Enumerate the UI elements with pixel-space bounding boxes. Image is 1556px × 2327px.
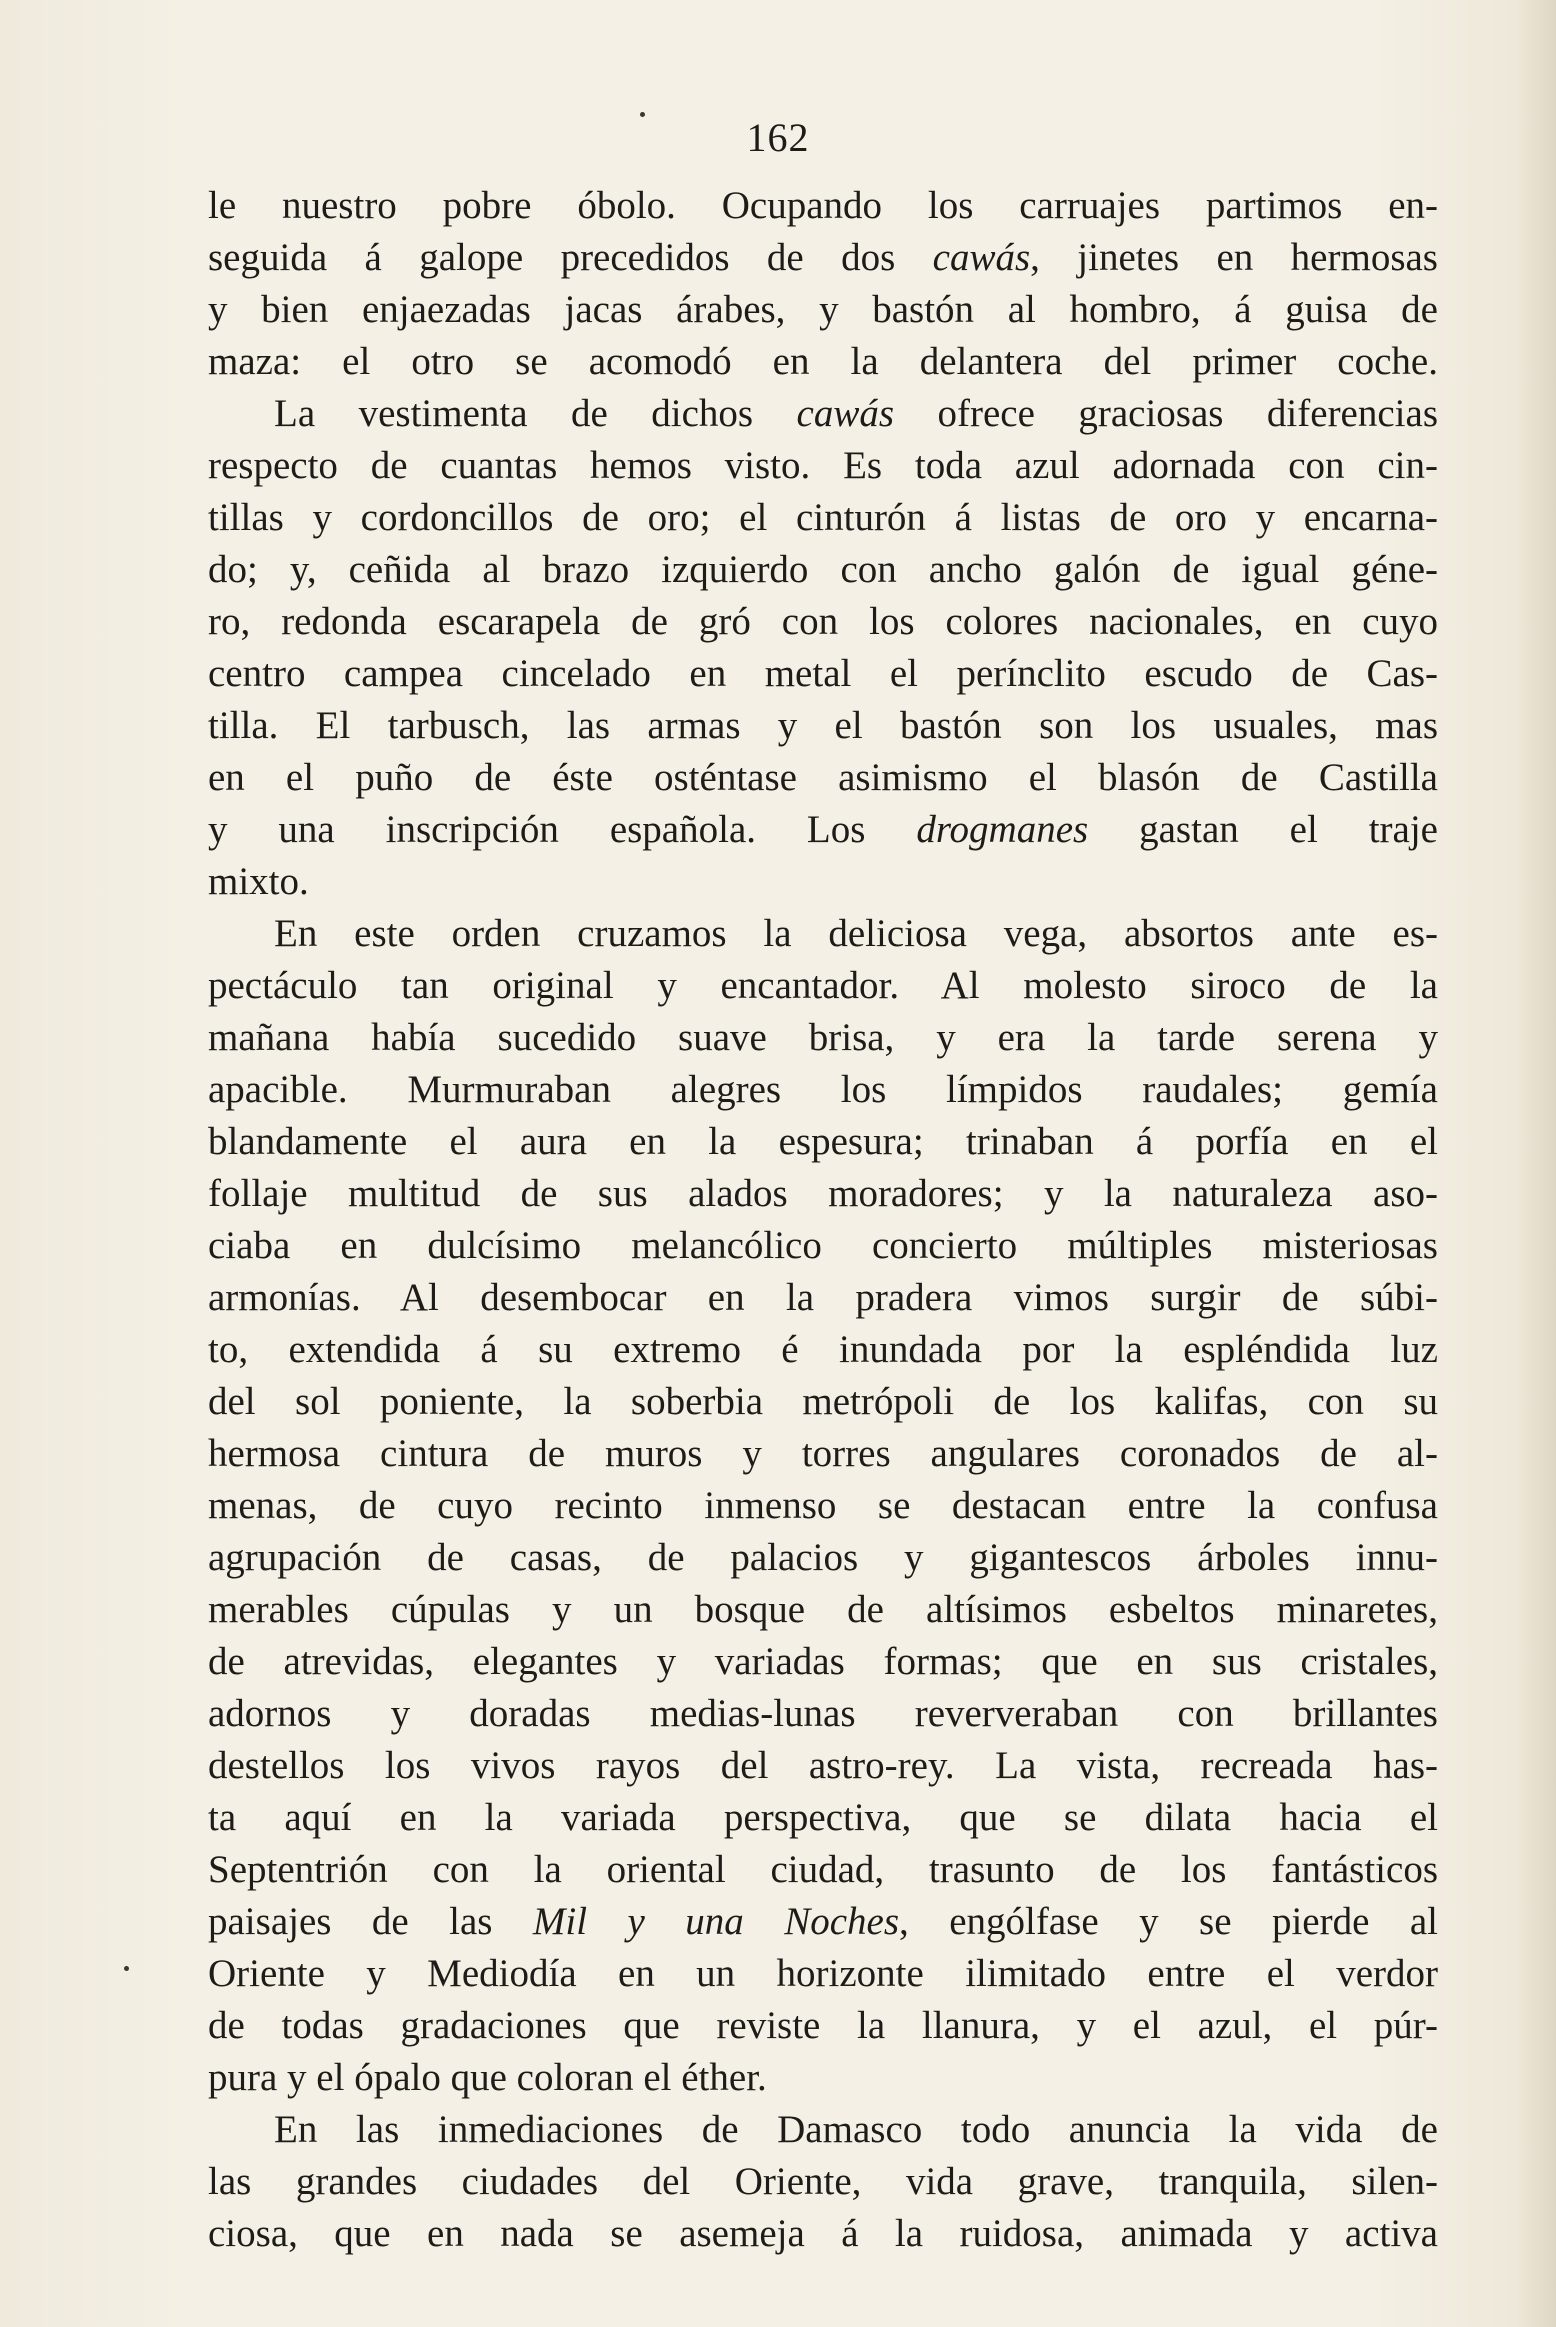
page-number: 162 — [746, 115, 810, 160]
text-line: seguida á galope precedidos de dos cawás, jinetes en hermosas — [208, 236, 1438, 279]
text-line: blandamente el aura en la espesura; trinaban á porfía en el — [208, 1120, 1438, 1163]
text-line: hermosa cintura de muros y torres angulares coronados de al- — [208, 1432, 1438, 1475]
text-line: respecto de cuantas hemos visto. Es toda azul adornada con cin- — [208, 444, 1438, 487]
text-line: paisajes de las Mil y una Noches, engólfase y se pierde al — [208, 1900, 1438, 1943]
text-line: del sol poniente, la soberbia metrópoli de los kalifas, con su — [208, 1380, 1438, 1423]
text-line: le nuestro pobre óbolo. Ocupando los carruajes partimos en- — [208, 184, 1438, 227]
text-line: do; y, ceñida al brazo izquierdo con ancho galón de igual géne- — [208, 548, 1438, 591]
text-line: pectáculo tan original y encantador. Al molesto siroco de la — [208, 964, 1438, 1007]
text-line: las grandes ciudades del Oriente, vida grave, tranquila, silen- — [208, 2160, 1438, 2203]
text-line: La vestimenta de dichos cawás ofrece graciosas diferencias — [274, 392, 1438, 435]
text-line: maza: el otro se acomodó en la delantera del primer coche. — [208, 340, 1438, 383]
text-line: pura y el ópalo que coloran el éther. — [208, 2056, 767, 2099]
text-line: tillas y cordoncillos de oro; el cinturón á listas de oro y encarna- — [208, 496, 1438, 539]
text-line: mañana había sucedido suave brisa, y era la tarde serena y — [208, 1016, 1438, 1059]
text-line: Oriente y Mediodía en un horizonte ilimitado entre el verdor — [208, 1952, 1438, 1995]
body-text — [208, 180, 1438, 2260]
text-line: ta aquí en la variada perspectiva, que se dilata hacia el — [208, 1796, 1438, 1839]
text-line: Septentrión con la oriental ciudad, trasunto de los fantásticos — [208, 1848, 1438, 1891]
text-line: de todas gradaciones que reviste la llanura, y el azul, el púr- — [208, 2004, 1438, 2047]
text-line: ciaba en dulcísimo melancólico concierto múltiples misteriosas — [208, 1224, 1438, 1267]
text-line: centro campea cincelado en metal el perínclito escudo de Cas- — [208, 652, 1438, 695]
text-line: ro, redonda escarapela de gró con los colores nacionales, en cuyo — [208, 600, 1438, 643]
text-line: apacible. Murmuraban alegres los límpidos raudales; gemía — [208, 1068, 1438, 1111]
text-line: y bien enjaezadas jacas árabes, y bastón al hombro, á guisa de — [208, 288, 1438, 331]
page-edge-shadow — [1516, 0, 1556, 2327]
text-line: tilla. El tarbusch, las armas y el bastón son los usuales, mas — [208, 704, 1438, 747]
text-line: destellos los vivos rayos del astro-rey. La vista, recreada has- — [208, 1744, 1438, 1787]
text-line: merables cúpulas y un bosque de altísimos esbeltos minaretes, — [208, 1588, 1438, 1631]
text-line: En las inmediaciones de Damasco todo anuncia la vida de — [274, 2108, 1438, 2151]
text-line: adornos y doradas medias-lunas reververaban con brillantes — [208, 1692, 1438, 1735]
text-line: ciosa, que en nada se asemeja á la ruidosa, animada y activa — [208, 2212, 1438, 2255]
text-line: menas, de cuyo recinto inmenso se destacan entre la confusa — [208, 1484, 1438, 1527]
text-line: mixto. — [208, 860, 309, 903]
text-line: de atrevidas, elegantes y variadas formas; que en sus cristales, — [208, 1640, 1438, 1683]
text-line: En este orden cruzamos la deliciosa vega, absortos ante es- — [274, 912, 1438, 955]
text-line: to, extendida á su extremo é inundada por la espléndida luz — [208, 1328, 1438, 1371]
text-line: follaje multitud de sus alados moradores; y la naturaleza aso- — [208, 1172, 1438, 1215]
text-line: en el puño de éste osténtase asimismo el blasón de Castilla — [208, 756, 1438, 799]
text-line: armonías. Al desembocar en la pradera vimos surgir de súbi- — [208, 1276, 1438, 1319]
text-line: agrupación de casas, de palacios y gigantescos árboles innu- — [208, 1536, 1438, 1579]
print-speck — [124, 1966, 129, 1971]
text-line: y una inscripción española. Los drogmanes gastan el traje — [208, 808, 1438, 851]
